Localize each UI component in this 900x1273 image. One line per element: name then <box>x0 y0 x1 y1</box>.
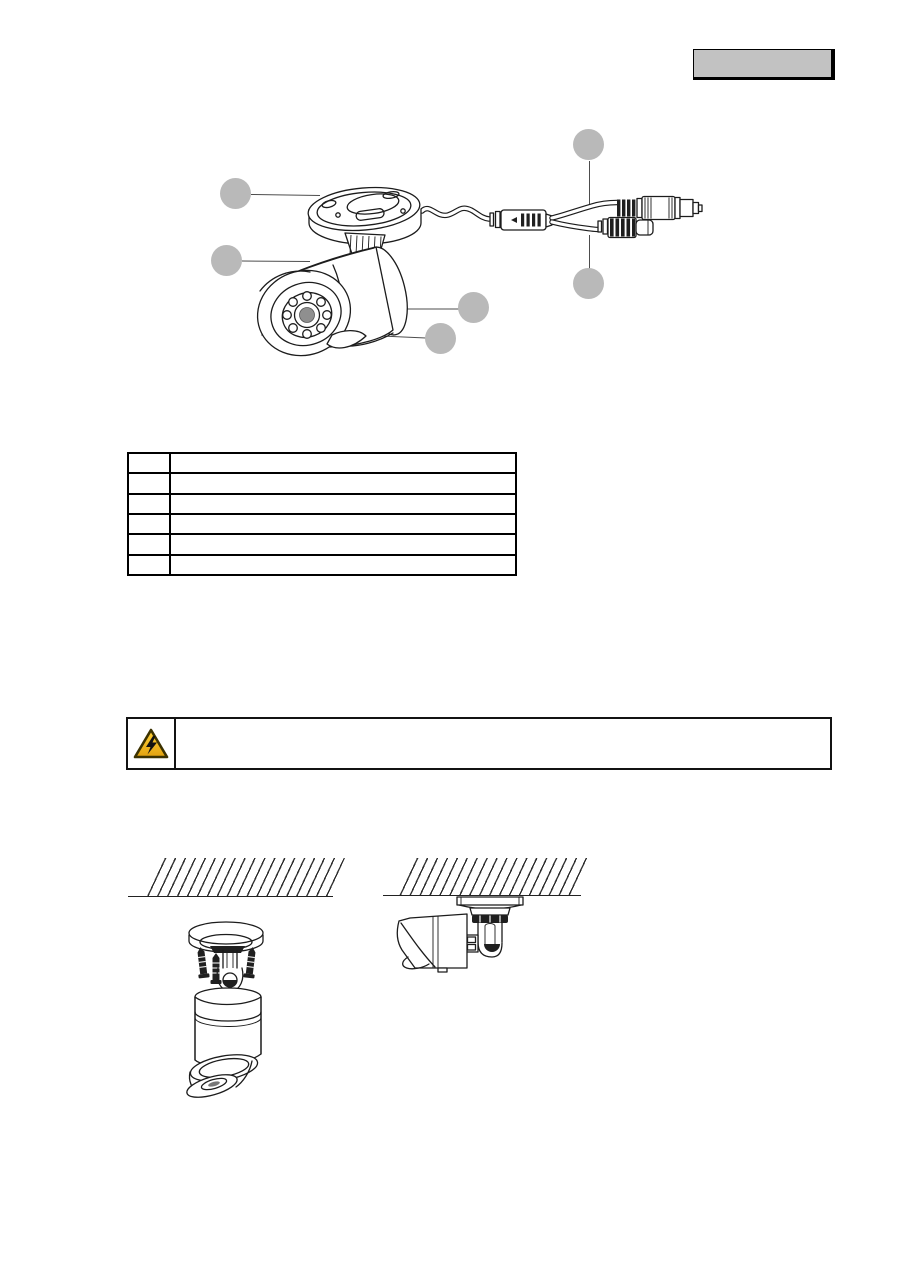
callout-leader-line <box>242 261 310 262</box>
lens <box>300 308 315 323</box>
table-row <box>128 555 516 575</box>
part-description-cell <box>170 494 516 514</box>
camera-side-view <box>397 914 467 972</box>
callout-marker-6 <box>425 323 456 354</box>
callout-marker-1 <box>573 129 604 160</box>
parts-table <box>127 452 517 576</box>
part-number-cell <box>128 453 170 473</box>
elbow-joint <box>484 944 500 952</box>
camera-cable <box>422 208 489 219</box>
table-row <box>128 494 516 514</box>
warning-icon-cell <box>128 719 176 768</box>
high-voltage-warning-icon <box>131 726 171 762</box>
installation-figure-angled-mount <box>110 840 370 1110</box>
part-description-cell <box>170 473 516 493</box>
part-description-cell <box>170 453 516 473</box>
warning-text <box>176 719 830 768</box>
part-number-cell <box>128 534 170 554</box>
cable-gland <box>438 968 447 972</box>
warning-note <box>126 717 832 770</box>
callout-marker-3 <box>211 245 242 276</box>
part-description-cell <box>170 514 516 534</box>
callout-marker-5 <box>458 292 489 323</box>
callout-marker-4 <box>573 268 604 299</box>
callout-leader-line <box>251 195 320 196</box>
table-row <box>128 514 516 534</box>
table-row <box>128 453 516 473</box>
table-row <box>128 534 516 554</box>
bnc-connector <box>617 197 702 220</box>
part-number-cell <box>128 494 170 514</box>
part-description-cell <box>170 534 516 554</box>
ceiling-mount-side-view-diagram <box>380 840 640 1000</box>
part-number-cell <box>128 473 170 493</box>
part-number-cell <box>128 555 170 575</box>
table-row <box>128 473 516 493</box>
part-number-cell <box>128 514 170 534</box>
screw-icon <box>211 953 222 984</box>
ceiling-mount-angled-view-diagram <box>110 840 370 1110</box>
callout-marker-2 <box>220 178 251 209</box>
part-description-cell <box>170 555 516 575</box>
installation-figure-side-mount <box>380 840 640 1000</box>
screw-icon <box>243 946 258 978</box>
inline-power-connector <box>490 210 552 230</box>
camera-overview-figure <box>180 115 720 375</box>
camera-body <box>185 988 262 1102</box>
dc-power-connector <box>598 218 653 238</box>
model-label-box <box>693 49 835 80</box>
screw-icon <box>195 946 210 978</box>
